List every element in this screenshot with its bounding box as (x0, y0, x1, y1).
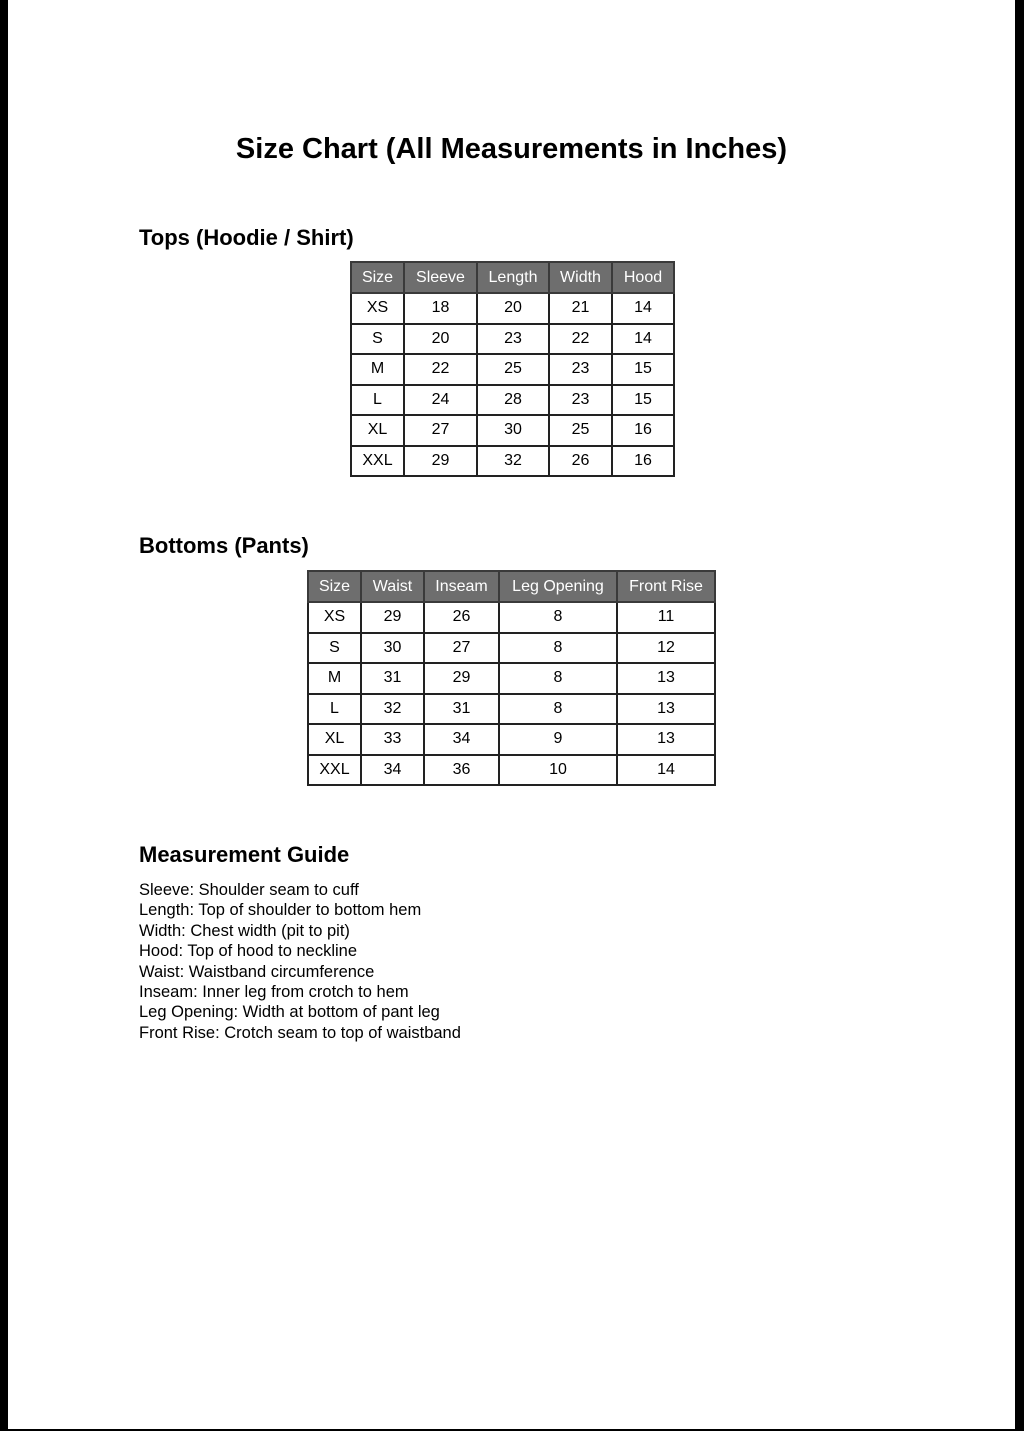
table-row (308, 663, 715, 694)
column-header: Length (477, 262, 549, 293)
table-cell: 34 (361, 755, 424, 786)
table-cell: L (308, 694, 361, 725)
table-cell: 14 (612, 293, 674, 324)
table-row (308, 602, 715, 633)
table-cell: XL (308, 724, 361, 755)
table-cell: 21 (549, 293, 612, 324)
table-cell: 29 (361, 602, 424, 633)
table-cell: 15 (612, 385, 674, 416)
table-cell: 26 (549, 446, 612, 477)
table-cell: 9 (499, 724, 617, 755)
table-cell: 25 (477, 354, 549, 385)
list-item: Waist: Waistband circumference (139, 962, 375, 981)
table-cell: S (351, 324, 404, 355)
table-cell: 11 (617, 602, 715, 633)
table-row (308, 633, 715, 664)
column-header: Front Rise (617, 571, 715, 602)
measurement-guide-list (139, 880, 461, 1043)
table-cell: 24 (404, 385, 477, 416)
table-cell: 23 (477, 324, 549, 355)
column-header: Size (351, 262, 404, 293)
table-cell: M (351, 354, 404, 385)
table-row (351, 385, 674, 416)
list-item: Inseam: Inner leg from crotch to hem (139, 983, 409, 1002)
table-cell: 14 (612, 324, 674, 355)
table-cell: 22 (404, 354, 477, 385)
table-header-row (351, 262, 674, 293)
table-cell: XXL (308, 755, 361, 786)
table-cell: 8 (499, 633, 617, 664)
tops-size-table (350, 261, 675, 477)
column-header: Sleeve (404, 262, 477, 293)
column-header: Width (549, 262, 612, 293)
table-row (308, 724, 715, 755)
table-row (308, 755, 715, 786)
list-item: Hood: Top of hood to neckline (139, 942, 358, 961)
table-cell: 32 (361, 694, 424, 725)
table-cell: XL (351, 415, 404, 446)
table-cell: 8 (499, 663, 617, 694)
table-cell: 25 (549, 415, 612, 446)
table-cell: 30 (477, 415, 549, 446)
tops-heading: Tops (Hoodie / Shirt) (139, 225, 354, 250)
column-header: Inseam (424, 571, 499, 602)
table-cell: 8 (499, 694, 617, 725)
table-cell: 27 (404, 415, 477, 446)
table-cell: L (351, 385, 404, 416)
table-row (351, 293, 674, 324)
table-cell: 36 (424, 755, 499, 786)
table-row (351, 324, 674, 355)
table-row (351, 446, 674, 477)
table-cell: 14 (617, 755, 715, 786)
table-cell: 12 (617, 633, 715, 664)
table-cell: 30 (361, 633, 424, 664)
table-row (351, 354, 674, 385)
list-item: Length: Top of shoulder to bottom hem (139, 901, 422, 920)
table-cell: S (308, 633, 361, 664)
table-cell: 18 (404, 293, 477, 324)
table-cell: 29 (424, 663, 499, 694)
table-cell: 28 (477, 385, 549, 416)
page-title: Size Chart (All Measurements in Inches) (235, 133, 788, 165)
table-cell: 31 (424, 694, 499, 725)
column-header: Leg Opening (499, 571, 617, 602)
table-cell: 23 (549, 385, 612, 416)
table-cell: 13 (617, 663, 715, 694)
document-page (8, 0, 1015, 1429)
list-item: Leg Opening: Width at bottom of pant leg (139, 1003, 440, 1022)
table-cell: 22 (549, 324, 612, 355)
bottoms-heading: Bottoms (Pants) (139, 533, 309, 558)
table-cell: XS (351, 293, 404, 324)
table-header-row (308, 571, 715, 602)
table-cell: 26 (424, 602, 499, 633)
table-cell: XXL (351, 446, 404, 477)
table-cell: 34 (424, 724, 499, 755)
table-cell: XS (308, 602, 361, 633)
table-cell: 8 (499, 602, 617, 633)
table-cell: 10 (499, 755, 617, 786)
bottoms-size-table (307, 570, 716, 786)
column-header: Waist (361, 571, 424, 602)
table-cell: 32 (477, 446, 549, 477)
table-cell: 13 (617, 694, 715, 725)
table-cell: 20 (477, 293, 549, 324)
table-cell: 13 (617, 724, 715, 755)
table-cell: 33 (361, 724, 424, 755)
table-row (308, 694, 715, 725)
column-header: Size (308, 571, 361, 602)
list-item: Width: Chest width (pit to pit) (139, 921, 350, 940)
table-row (351, 415, 674, 446)
table-cell: 23 (549, 354, 612, 385)
table-cell: 31 (361, 663, 424, 694)
table-cell: 29 (404, 446, 477, 477)
table-cell: 16 (612, 446, 674, 477)
list-item: Sleeve: Shoulder seam to cuff (139, 881, 359, 899)
table-cell: 16 (612, 415, 674, 446)
table-cell: 27 (424, 633, 499, 664)
table-cell: 20 (404, 324, 477, 355)
table-cell: M (308, 663, 361, 694)
column-header: Hood (612, 262, 674, 293)
list-item: Front Rise: Crotch seam to top of waistband (139, 1023, 461, 1042)
table-cell: 15 (612, 354, 674, 385)
measurement-guide-heading: Measurement Guide (139, 842, 350, 867)
